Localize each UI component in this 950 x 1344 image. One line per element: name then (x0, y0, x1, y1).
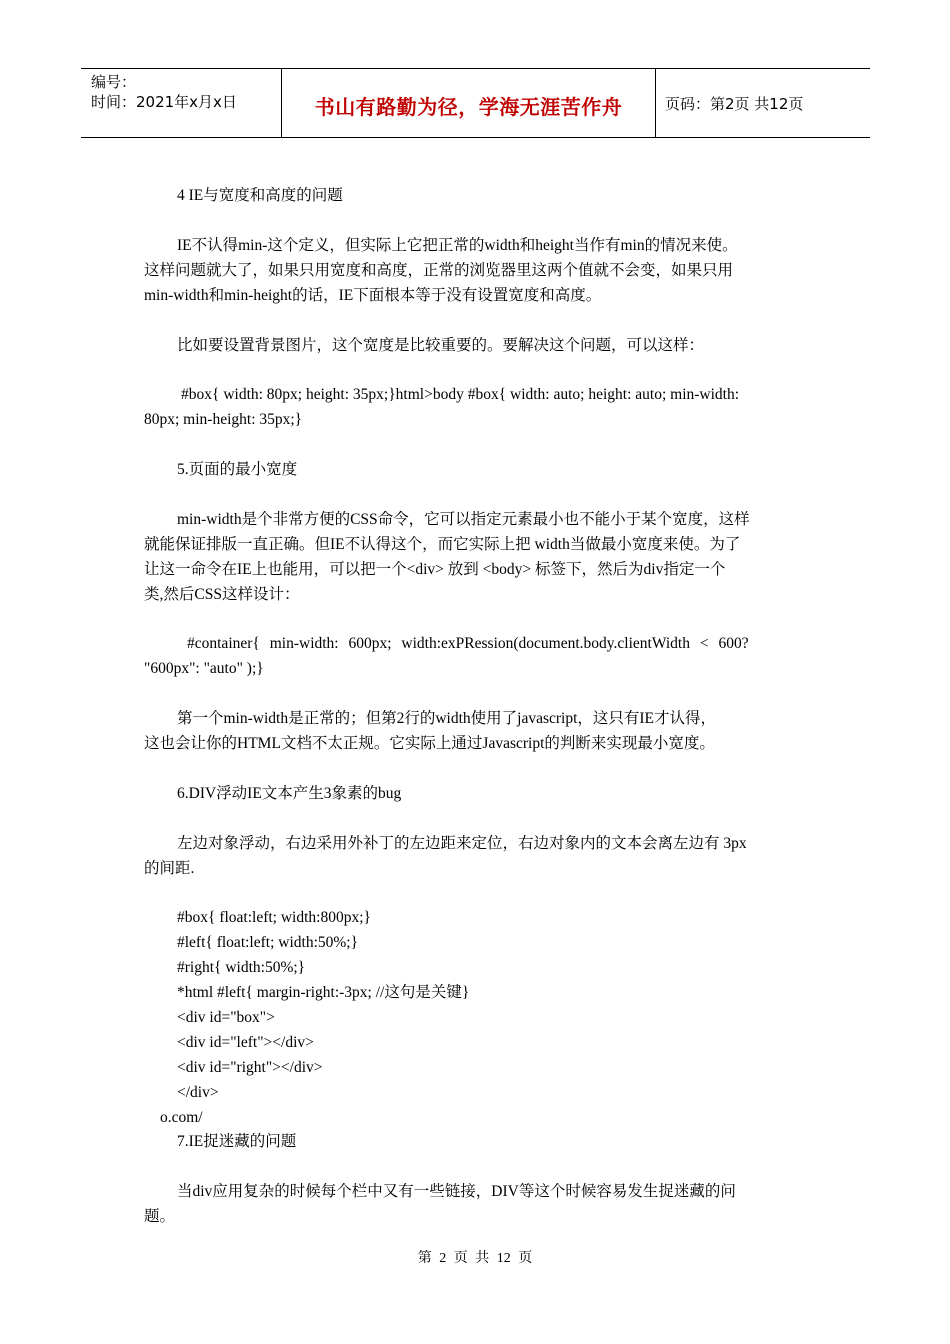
header-motto-cell (281, 69, 656, 137)
page-footer: 第 2 页 共 12 页 (417, 1251, 533, 1266)
s5-paragraph-line: 让这一命令在IE上也能用，可以把一个<div> 放到 <body> 标签下，然后为div指定一个 (144, 561, 726, 578)
section-5-title: 5.页面的最小宽度 (177, 461, 298, 478)
s5-paragraph-line: 就能保证排版一直正确。但IE不认得这个，而它实际上把 width当做最小宽度来使。为了 (144, 536, 741, 553)
s6-code-line: #right{ width:50%;} (177, 959, 306, 976)
header-meta-cell (81, 69, 281, 137)
header-page-info: 页码：第2页 共12页 (665, 95, 804, 113)
header-page-cell (655, 69, 870, 137)
s6-paragraph-line: 左边对象浮动，右边采用外补丁的左边距来定位，右边对象内的文本会离左边有 3px (177, 835, 747, 852)
s6-paragraph-line: 的间距. (144, 860, 195, 877)
s6-code-line: </div> (177, 1084, 219, 1101)
s4-paragraph-2: 比如要设置背景图片，这个宽度是比较重要的。要解决这个问题，可以这样： (177, 337, 705, 354)
s4-code-line: #box{ width: 80px; height: 35px;}html>body #box{ width: auto; height: auto; min-width: (181, 386, 740, 403)
s5-paragraph-line: 第一个min-width是正常的；但第2行的width使用了javascript，这只有IE才认得， (177, 710, 717, 727)
s6-code-line: <div id="left"></div> (177, 1034, 314, 1051)
s5-paragraph-line: 类,然后CSS这样设计： (144, 586, 300, 603)
section-6-title: 6.DIV浮动IE文本产生3象素的bug (177, 785, 402, 802)
s4-paragraph-line: IE不认得min-这个定义，但实际上它把正常的width和height当作有min的情况来使。 (177, 237, 738, 254)
s6-code-line: #box{ float:left; width:800px;} (177, 909, 371, 926)
header-date: 时间：2021年x月x日 (91, 93, 237, 111)
s6-code-line: <div id="right"></div> (177, 1059, 323, 1076)
page-header (81, 68, 870, 138)
s6-code-line: *html #left{ margin-right:-3px; //这句是关键} (177, 984, 470, 1001)
s5-paragraph-line: 这也会让你的HTML文档不太正规。它实际上通过Javascript的判断来实现最小宽度。 (144, 735, 715, 752)
section-4-title: 4 IE与宽度和高度的问题 (177, 187, 343, 204)
section-7-title: 7.IE捉迷藏的问题 (177, 1133, 297, 1150)
s7-paragraph-line: 当div应用复杂的时候每个栏中又有一些链接，DIV等这个时候容易发生捉迷藏的问 (177, 1183, 736, 1200)
header-number: 编号： (91, 73, 137, 91)
s4-paragraph-line: min-width和min-height的话，IE下面根本等于没有设置宽度和高度。 (144, 287, 602, 304)
s5-paragraph-line: min-width是个非常方便的CSS命令，它可以指定元素最小也不能小于某个宽度，这样 (177, 511, 750, 528)
header-motto: 书山有路勤为径，学海无涯苦作舟 (314, 95, 623, 119)
s5-code-line: "600px": "auto" );} (144, 660, 264, 677)
s7-paragraph-line: 题。 (144, 1208, 176, 1225)
s5-code-line: #container{ min-width: 600px; width:exPRession(document.body.clientWidth < 600? (187, 635, 749, 652)
s6-code-line: #left{ float:left; width:50%;} (177, 934, 359, 951)
s4-paragraph-line: 这样问题就大了，如果只用宽度和高度，正常的浏览器里这两个值就不会变，如果只用 (144, 262, 734, 279)
stray-url-fragment: o.com/ (160, 1109, 203, 1126)
s6-code-line: <div id="box"> (177, 1009, 275, 1026)
s4-code-line: 80px; min-height: 35px;} (144, 411, 303, 428)
